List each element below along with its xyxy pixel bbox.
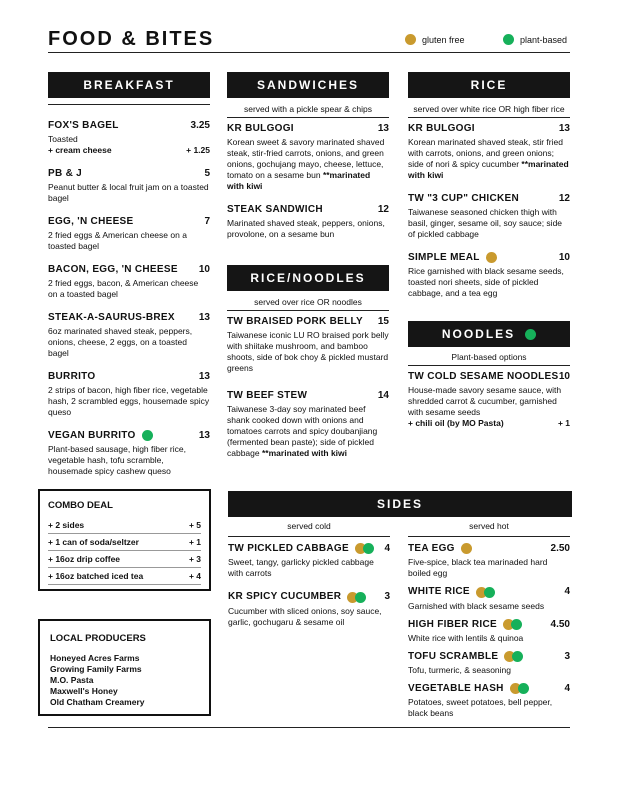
menu-item-description — [48, 230, 210, 252]
sides-cold-rule — [228, 536, 390, 537]
menu-item-title — [227, 390, 307, 401]
diet-tags — [510, 683, 529, 694]
combo-price: + 3 — [188, 554, 201, 564]
menu-item-header — [408, 371, 570, 382]
sides-cold-subtitle: served cold — [287, 521, 331, 531]
menu-item — [48, 216, 210, 252]
combo-row — [48, 568, 201, 585]
menu-item-header — [48, 264, 210, 275]
menu-item-description — [408, 557, 570, 579]
menu-item-description — [408, 207, 570, 240]
menu-item-name: TEA EGG — [408, 543, 455, 554]
description-text: Tofu, turmeric, & seasoning — [408, 665, 511, 675]
menu-item-title — [408, 543, 472, 554]
menu-item-title — [48, 120, 119, 131]
menu-item — [48, 371, 210, 418]
menu-item-header — [408, 123, 570, 134]
menu-item-note: **marinated with kiwi — [227, 170, 371, 191]
sides-hot-subtitle: served hot — [469, 521, 509, 531]
menu-item — [408, 371, 570, 429]
menu-item-name: FOX'S BAGEL — [48, 120, 119, 131]
breakfast-rule — [48, 104, 210, 105]
menu-item-price: 10 — [558, 371, 570, 382]
menu-item-description — [408, 601, 570, 612]
producer-name: M.O. Pasta — [50, 675, 94, 685]
combo-price: + 5 — [188, 520, 201, 530]
menu-item-name: WHITE RICE — [408, 586, 470, 598]
description-text: Korean marinated shaved steak, stir fried with carrots, onions, and green onions; side of nori & spicy cucumber — [408, 137, 563, 169]
section-title: BREAKFAST — [83, 78, 175, 92]
diet-tags — [504, 651, 523, 662]
menu-item-header — [408, 586, 570, 597]
menu-item-title — [408, 252, 497, 263]
diet-tags — [476, 587, 495, 598]
section-title: SANDWICHES — [256, 78, 359, 92]
producer-name: Honeyed Acres Farms — [50, 653, 140, 663]
noodles-header — [408, 321, 570, 347]
rice-header — [408, 72, 570, 98]
sandwiches-header — [227, 72, 389, 98]
menu-item-title — [408, 586, 495, 597]
menu-item-price: 3 — [564, 650, 570, 662]
section-title: RICE — [470, 78, 508, 92]
plant-based-icon — [363, 543, 374, 554]
addon-price: + 1 — [557, 418, 570, 428]
description-text: Plant-based sausage, high fiber rice, vegetable hash, tofu scramble, housemade spicy cashew queso — [48, 444, 186, 477]
combo-deal-box — [38, 489, 211, 591]
combo-price: + 4 — [188, 571, 201, 581]
menu-item-name: STEAK SANDWICH — [227, 204, 323, 215]
menu-item-title — [228, 543, 374, 554]
description-text: Taiwanese iconic LU RO braised pork belly with shiitake mushroom, and bamboo shoots, side of bok choy & pickled mustard greens — [227, 330, 389, 373]
menu-item-title — [48, 216, 133, 227]
menu-item-name: TW BRAISED PORK BELLY — [227, 316, 363, 327]
section-title: RICE/NOODLES — [250, 271, 366, 285]
menu-item-title — [48, 430, 153, 441]
menu-item-price: 10 — [198, 264, 210, 275]
section-title: SIDES — [376, 497, 423, 511]
menu-item-note: **marinated with kiwi — [262, 448, 348, 458]
menu-item — [227, 123, 389, 192]
description-text: White rice with lentils & quinoa — [408, 632, 524, 643]
combo-label: + 2 sides — [48, 520, 85, 530]
menu-item-header — [48, 120, 210, 131]
menu-item-title — [408, 651, 523, 662]
combo-price: + 1 — [188, 537, 201, 547]
rice-noodles-subtitle: served over rice OR noodles — [227, 297, 389, 311]
description-text: Sweet, tangy, garlicky pickled cabbage with carrots — [228, 557, 374, 579]
legend-label: gluten free — [422, 34, 465, 45]
rice-noodles-list — [227, 316, 389, 475]
plant-based-icon — [484, 587, 495, 598]
gluten-free-icon — [461, 543, 472, 554]
page-title: FOOD & BITES — [48, 28, 215, 50]
menu-item-addon — [48, 145, 210, 156]
menu-item — [228, 591, 390, 627]
plant-based-icon — [355, 592, 366, 603]
menu-item-name: EGG, 'N CHEESE — [48, 216, 134, 227]
menu-item-description — [227, 137, 389, 192]
menu-item-header — [227, 123, 389, 134]
producers-title: LOCAL PRODUCERS — [50, 633, 146, 644]
menu-item-price: 4 — [564, 683, 570, 695]
description-text: Peanut butter & local fruit jam on a toasted bagel — [48, 182, 209, 203]
menu-item-title — [408, 619, 522, 630]
menu-item-header — [408, 543, 570, 554]
menu-item-header — [408, 651, 570, 662]
menu-item-title — [227, 316, 363, 327]
menu-item-price: 4.50 — [550, 618, 570, 630]
menu-item-name: STEAK-A-SAURUS-BREX — [48, 312, 175, 323]
description-text: Marinated shaved steak, peppers, onions, provolone, on a sesame bun — [227, 218, 385, 239]
menu-item-price: 3.25 — [190, 120, 210, 131]
menu-item — [408, 252, 570, 299]
menu-item-title — [408, 123, 475, 134]
combo-list — [48, 517, 201, 585]
sides-hot-rule — [408, 536, 570, 537]
menu-item-description — [227, 218, 389, 240]
plant-based-icon — [512, 651, 523, 662]
menu-item-price: 5 — [204, 168, 210, 179]
section-title: NOODLES — [441, 327, 516, 341]
legend-gluten-free — [405, 34, 465, 45]
menu-item-price: 13 — [558, 123, 570, 134]
menu-item-description — [408, 385, 570, 418]
menu-item-price: 12 — [377, 204, 389, 215]
menu-item-description — [227, 330, 389, 374]
menu-item-name: KR BULGOGI — [408, 123, 475, 134]
rice-noodles-header — [227, 265, 389, 291]
title-rule — [48, 52, 570, 53]
menu-item-description — [408, 665, 570, 676]
menu-item — [408, 123, 570, 181]
menu-item-header — [228, 543, 390, 554]
sandwiches-subtitle: served with a pickle spear & chips — [227, 104, 389, 118]
combo-title: COMBO DEAL — [48, 500, 113, 511]
menu-item — [228, 543, 390, 579]
sides-hot-list — [408, 543, 570, 726]
sandwiches-list — [227, 123, 389, 252]
menu-item-title — [227, 123, 294, 134]
combo-label: + 1 can of soda/seltzer — [48, 537, 139, 547]
menu-item — [48, 120, 210, 156]
menu-item-header — [227, 316, 389, 327]
menu-item-price: 13 — [198, 312, 210, 323]
menu-item — [48, 312, 210, 359]
description-text: Taiwanese seasoned chicken thigh with basil, ginger, sesame oil, soy sauce; side of pickled cabbage — [408, 207, 563, 239]
menu-item-title — [48, 264, 178, 275]
combo-row — [48, 551, 201, 568]
combo-label: + 16oz batched iced tea — [48, 571, 144, 581]
sides-cold-list — [228, 543, 390, 640]
noodles-subtitle: Plant-based options — [408, 352, 570, 366]
menu-item-name: KR SPICY CUCUMBER — [228, 591, 342, 603]
description-text: Five-spice, black tea marinaded hard boiled egg — [408, 557, 548, 579]
producers-list — [50, 653, 199, 708]
description-text: Rice garnished with black sesame seeds, toasted nori sheets, side of pickled cabbage, and a tea egg — [408, 266, 564, 299]
menu-item-description — [48, 444, 210, 477]
menu-item-description — [48, 182, 210, 204]
menu-item-header — [48, 430, 210, 441]
menu-item-name: SIMPLE MEAL — [408, 252, 480, 263]
menu-item-description — [48, 385, 210, 418]
diet-tags — [347, 592, 366, 603]
menu-item-price: 3 — [384, 591, 390, 603]
menu-item — [227, 390, 389, 459]
menu-item — [48, 430, 210, 477]
menu-item-description — [48, 326, 210, 359]
menu-item-title — [408, 193, 519, 204]
menu-item-price: 12 — [558, 193, 570, 204]
menu-item — [408, 651, 570, 676]
diet-tags — [142, 430, 153, 441]
menu-item-header — [48, 312, 210, 323]
gluten-free-icon — [486, 252, 497, 263]
description-text: Toasted — [48, 134, 78, 144]
sides-header — [228, 491, 572, 517]
description-text: 2 strips of bacon, high fiber rice, vegetable hash, 2 scrambled eggs, housemade spicy queso — [48, 385, 210, 417]
addon-label: + cream cheese — [48, 145, 112, 155]
combo-row — [48, 534, 201, 551]
menu-item-description — [48, 134, 210, 145]
menu-item-description — [227, 404, 389, 459]
combo-row — [48, 517, 201, 534]
breakfast-header — [48, 72, 210, 98]
menu-item-header — [227, 390, 389, 401]
menu-item-header — [48, 168, 210, 179]
menu-item — [408, 619, 570, 644]
menu-item — [408, 683, 570, 719]
addon-label: + chili oil (by MO Pasta) — [408, 418, 504, 428]
menu-item-header — [227, 204, 389, 215]
menu-item — [227, 204, 389, 240]
plant-based-icon — [142, 430, 153, 441]
diet-tags — [503, 619, 522, 630]
menu-item-name: BACON, EGG, 'N CHEESE — [48, 264, 178, 275]
menu-item-price: 7 — [204, 216, 210, 227]
menu-item-name: TOFU SCRAMBLE — [408, 650, 499, 662]
menu-item-description — [48, 278, 210, 300]
rice-list — [408, 123, 570, 311]
menu-item-name: TW COLD SESAME NOODLES — [408, 371, 559, 382]
producer-name: Maxwell's Honey — [50, 686, 118, 696]
description-text: Cucumber with sliced onions, soy sauce, garlic, gochugaru & sesame oil — [228, 605, 382, 627]
description-text: 2 fried eggs & American cheese on a toasted bagel — [48, 230, 187, 251]
menu-item-name: TW BEEF STEW — [227, 390, 308, 401]
plant-based-icon — [518, 683, 529, 694]
combo-label: + 16oz drip coffee — [48, 554, 121, 564]
menu-item-name: BURRITO — [48, 371, 96, 382]
menu-item-title — [48, 168, 82, 179]
diet-tags — [461, 543, 472, 554]
menu-item-price: 15 — [377, 316, 389, 327]
menu-item — [408, 543, 570, 579]
noodles-list — [408, 371, 570, 437]
description-text: Garnished with black sesame seeds — [408, 600, 545, 611]
menu-item-price: 2.50 — [550, 543, 570, 555]
plant-based-icon — [511, 619, 522, 630]
menu-item-description — [408, 697, 570, 719]
menu-item-name: VEGAN BURRITO — [48, 430, 136, 441]
menu-item-name: VEGETABLE HASH — [408, 683, 504, 694]
menu-item-name: HIGH FIBER RICE — [408, 618, 497, 630]
menu-item-price: 13 — [198, 430, 210, 442]
menu-item-header — [408, 193, 570, 204]
menu-item-name: PB & J — [48, 168, 83, 179]
menu-item-price: 10 — [558, 252, 570, 264]
menu-item-title — [227, 204, 323, 215]
menu-item-description — [408, 633, 570, 644]
menu-item-addon — [408, 418, 570, 429]
bottom-rule — [48, 727, 570, 728]
producer-name: Old Chatham Creamery — [50, 697, 145, 707]
description-text: Taiwanese 3-day soy marinated beef shank cooked down with onions and tomatoes carrots and spicy doubanjiang (fermented bean paste); side of pickled cabbage — [227, 404, 378, 458]
rice-subtitle: served over white rice OR high fiber rice — [408, 104, 570, 118]
description-text: House-made savory sesame sauce, with shredded carrot & cucumber, garnished with sesame seeds — [408, 385, 562, 417]
local-producers-box — [38, 619, 211, 716]
green-dot-icon — [503, 34, 514, 45]
menu-item-price: 4 — [564, 586, 570, 598]
menu-item — [227, 316, 389, 374]
legend-plant-based — [503, 34, 567, 45]
menu-item — [48, 168, 210, 204]
menu-item-title — [48, 371, 95, 382]
menu-item-header — [408, 252, 570, 263]
description-text: Korean sweet & savory marinated shaved steak, stir-fried carrots, onions, and green onions, gochujang mayo, cheese, lettuce, tomato on a sesame bun — [227, 137, 385, 180]
menu-item-header — [228, 591, 390, 602]
description-text: 2 fried eggs, bacon, & American cheese on a toasted bagel — [48, 278, 199, 299]
menu-item-description — [228, 606, 390, 628]
description-text: Potatoes, sweet potatoes, bell pepper, black beans — [408, 697, 553, 719]
green-dot-icon — [525, 329, 536, 340]
menu-item-description — [408, 137, 570, 181]
menu-item-title — [408, 683, 529, 694]
gold-dot-icon — [405, 34, 416, 45]
menu-item — [408, 586, 570, 611]
menu-item-header — [48, 371, 210, 382]
menu-item-header — [408, 619, 570, 630]
diet-tags — [355, 543, 374, 554]
breakfast-list — [48, 120, 210, 489]
menu-item-name: TW PICKLED CABBAGE — [228, 543, 349, 554]
menu-item-price: 13 — [198, 371, 210, 382]
menu-item-title — [228, 591, 366, 602]
menu-item-description — [408, 266, 570, 299]
menu-item-title — [48, 312, 175, 323]
legend-label: plant-based — [520, 34, 568, 45]
diet-tags — [486, 252, 497, 263]
menu-item — [48, 264, 210, 300]
menu-item-note: **marinated with kiwi — [408, 159, 569, 180]
menu-item-title — [408, 371, 559, 382]
menu-item-name: KR BULGOGI — [227, 123, 294, 134]
addon-price: + 1.25 — [186, 145, 210, 155]
menu-item-header — [408, 683, 570, 694]
menu-item-price: 13 — [377, 123, 389, 134]
menu-item-name: TW "3 CUP" CHICKEN — [408, 193, 519, 204]
menu-item-price: 14 — [377, 390, 389, 401]
description-text: 6oz marinated shaved steak, peppers, onions, cheese, 2 eggs, on a toasted bagel — [48, 326, 193, 358]
menu-item — [408, 193, 570, 240]
menu-item-price: 4 — [384, 543, 390, 555]
menu-item-description — [228, 557, 390, 579]
producer-name: Growing Family Farms — [50, 664, 142, 674]
menu-item-header — [48, 216, 210, 227]
